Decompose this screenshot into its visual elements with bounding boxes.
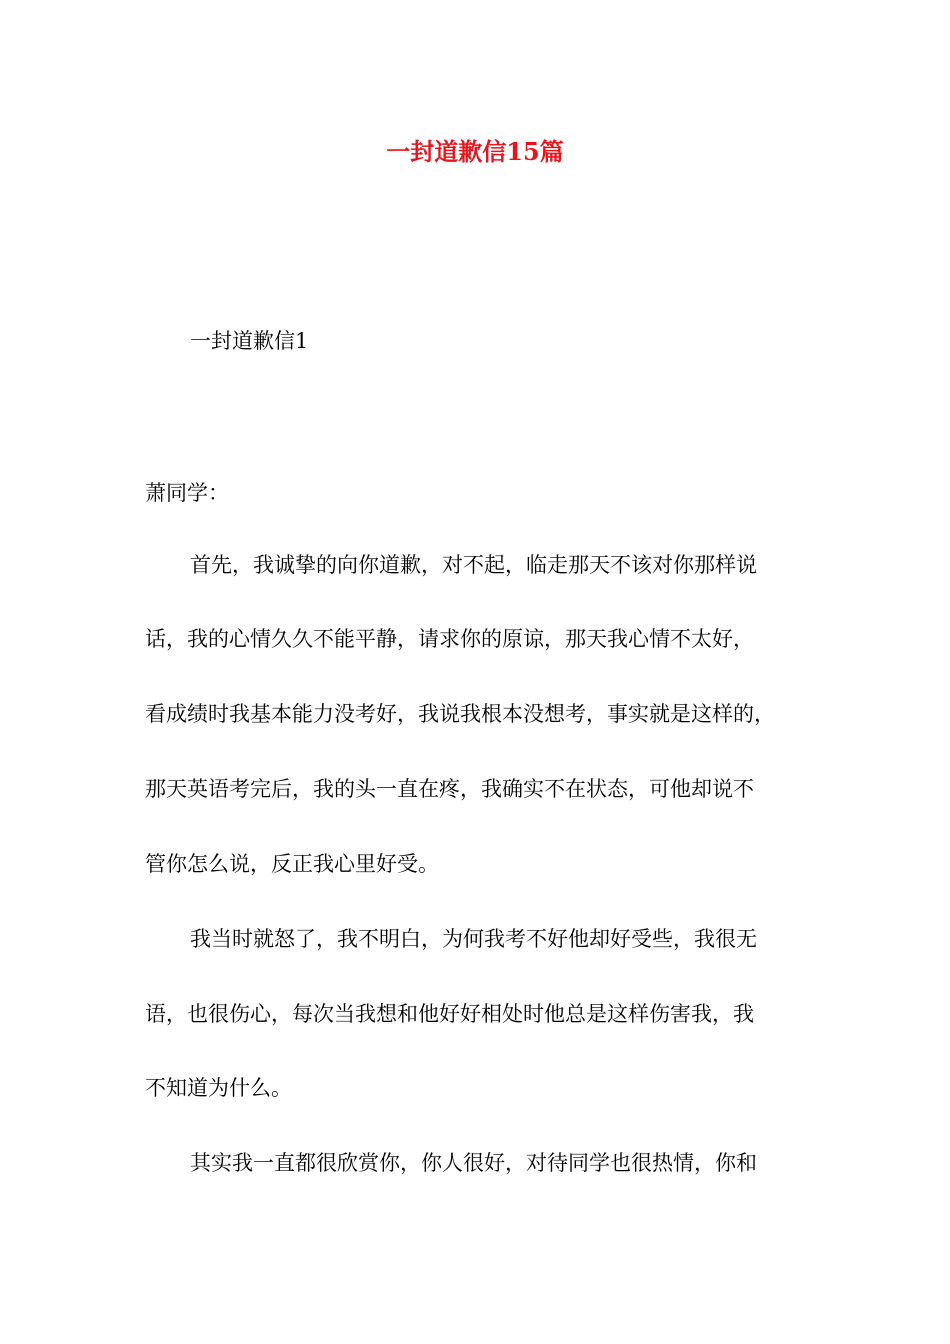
- paragraph-line: 我当时就怒了，我不明白，为何我考不好他却好受些，我很无: [190, 927, 757, 951]
- document-title: 一封道歉信15篇: [386, 137, 564, 166]
- paragraph-line: 首先，我诚挚的向你道歉，对不起，临走那天不该对你那样说: [190, 553, 757, 577]
- paragraph-line: 管你怎么说，反正我心里好受。: [145, 852, 439, 876]
- paragraph-line: 语，也很伤心，每次当我想和他好好相处时他总是这样伤害我，我: [145, 1002, 754, 1026]
- paragraph-line: 其实我一直都很欣赏你，你人很好，对待同学也很热情，你和: [190, 1151, 757, 1175]
- paragraph-line: 话，我的心情久久不能平静，请求你的原谅，那天我心情不太好，: [145, 627, 754, 651]
- section-heading: 一封道歉信1: [190, 329, 309, 353]
- salutation: 萧同学：: [145, 481, 229, 505]
- paragraph-line: 不知道为什么。: [145, 1076, 292, 1100]
- paragraph-line: 看成绩时我基本能力没考好，我说我根本没想考，事实就是这样的，: [145, 702, 775, 726]
- paragraph-line: 那天英语考完后，我的头一直在疼，我确实不在状态，可他却说不: [145, 777, 754, 801]
